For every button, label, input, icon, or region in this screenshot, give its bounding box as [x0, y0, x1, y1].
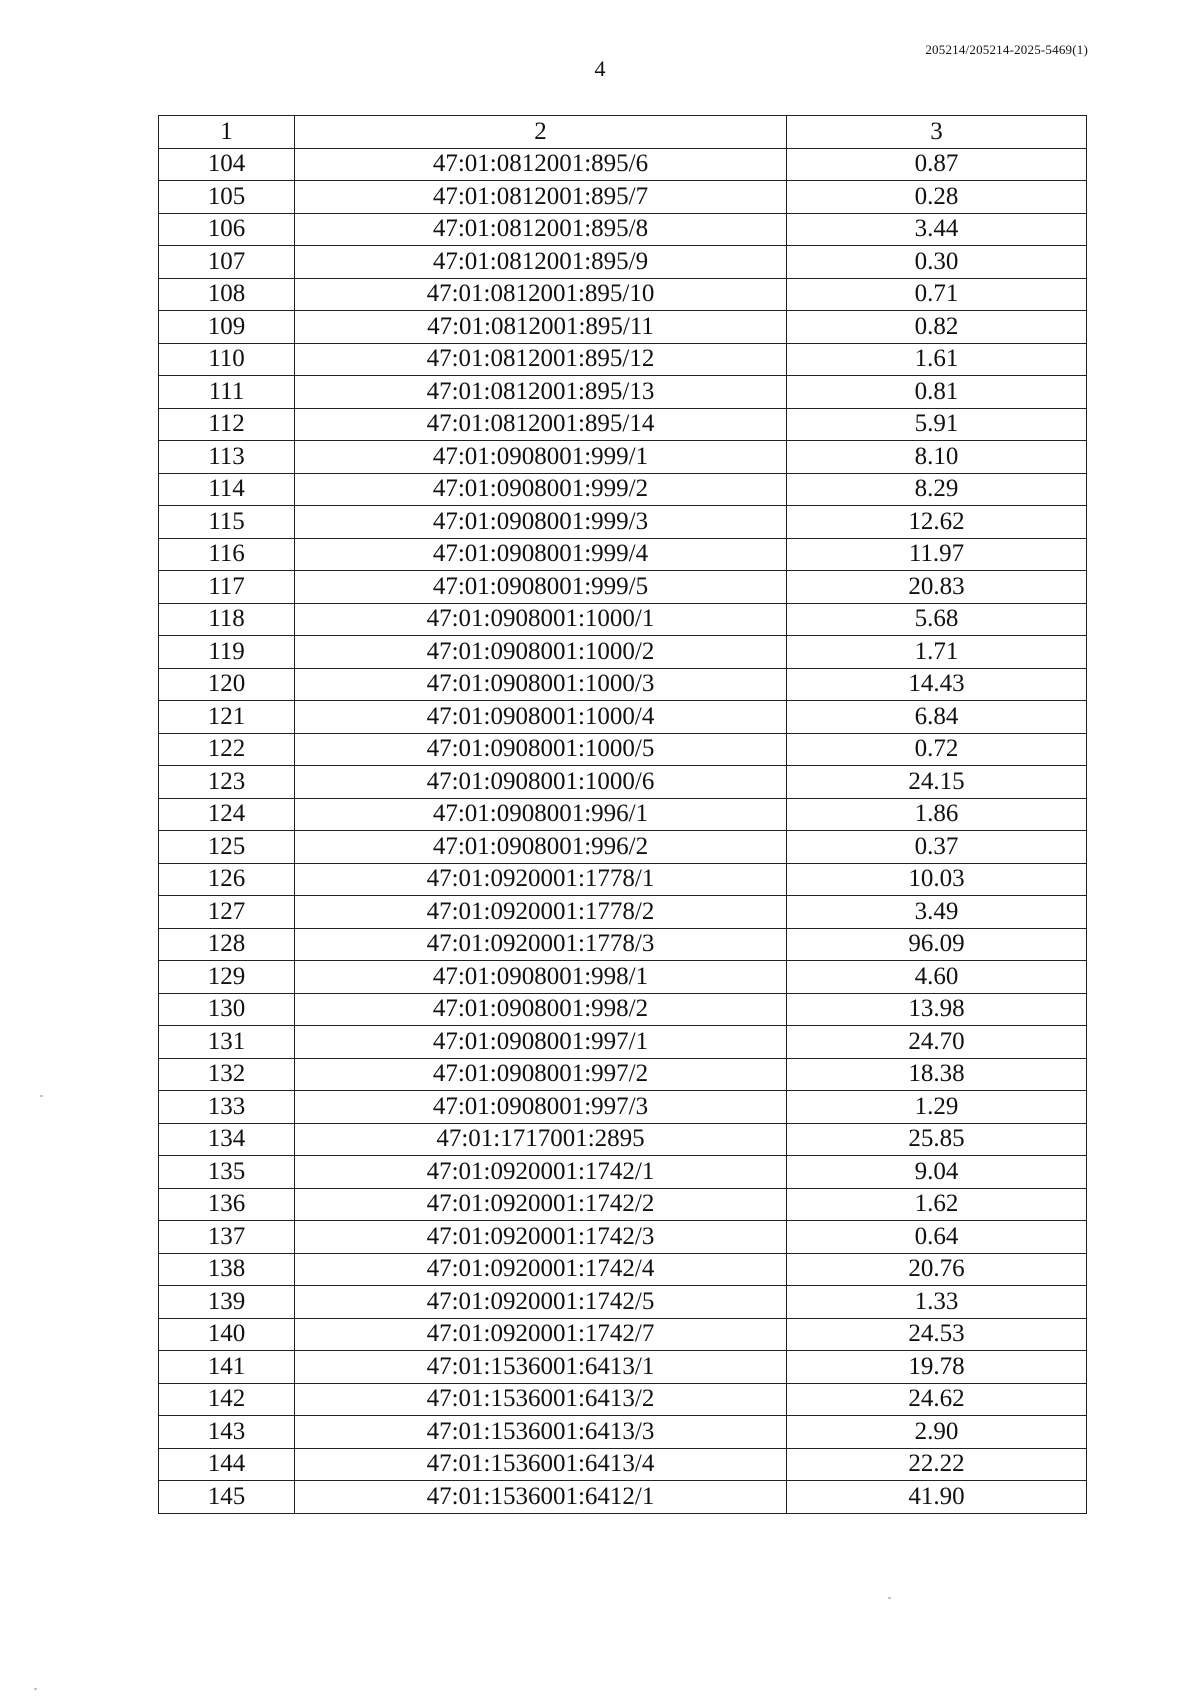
cadastral-number-cell: 47:01:0812001:895/6	[295, 148, 787, 181]
page-number: 4	[594, 56, 606, 81]
cadastral-number-cell: 47:01:0908001:997/2	[295, 1058, 787, 1091]
area-value-cell: 20.83	[787, 571, 1087, 604]
table-row	[159, 1318, 1087, 1351]
table-row	[159, 246, 1087, 279]
table-row	[159, 1383, 1087, 1416]
cadastral-number-cell: 47:01:1536001:6413/2	[295, 1383, 787, 1416]
area-value-cell: 0.30	[787, 246, 1087, 279]
row-number-cell: 108	[159, 278, 295, 311]
row-number-cell: 112	[159, 408, 295, 441]
cadastral-number-cell: 47:01:0908001:999/2	[295, 473, 787, 506]
table-row	[159, 733, 1087, 766]
table-row	[159, 1481, 1087, 1514]
cadastral-number-cell: 47:01:0812001:895/7	[295, 181, 787, 214]
area-value-cell: 3.44	[787, 213, 1087, 246]
row-number-cell: 143	[159, 1416, 295, 1449]
area-value-cell: 0.72	[787, 733, 1087, 766]
row-number-cell: 144	[159, 1448, 295, 1481]
document-reference: 205214/205214-2025-5469(1)	[925, 42, 1088, 57]
cadastral-number-cell: 47:01:0908001:996/2	[295, 831, 787, 864]
table-row	[159, 1123, 1087, 1156]
row-number-cell: 107	[159, 246, 295, 279]
table-row	[159, 538, 1087, 571]
area-value-cell: 24.62	[787, 1383, 1087, 1416]
cadastral-number-cell: 47:01:0920001:1778/1	[295, 863, 787, 896]
area-value-cell: 24.15	[787, 766, 1087, 799]
row-number-cell: 119	[159, 636, 295, 669]
cadastral-number-cell: 47:01:0812001:895/14	[295, 408, 787, 441]
row-number-cell: 130	[159, 993, 295, 1026]
table-row	[159, 181, 1087, 214]
area-value-cell: 2.90	[787, 1416, 1087, 1449]
area-value-cell: 24.70	[787, 1026, 1087, 1059]
row-number-cell: 129	[159, 961, 295, 994]
area-value-cell: 12.62	[787, 506, 1087, 539]
area-value-cell: 0.71	[787, 278, 1087, 311]
parcel-table	[158, 115, 1087, 1514]
row-number-cell: 116	[159, 538, 295, 571]
row-number-cell: 125	[159, 831, 295, 864]
row-number-cell: 142	[159, 1383, 295, 1416]
table-body	[159, 148, 1087, 1513]
table-row	[159, 961, 1087, 994]
table-row	[159, 701, 1087, 734]
row-number-cell: 141	[159, 1351, 295, 1384]
row-number-cell: 104	[159, 148, 295, 181]
table-row	[159, 928, 1087, 961]
table-row	[159, 1448, 1087, 1481]
row-number-cell: 128	[159, 928, 295, 961]
table-row	[159, 1091, 1087, 1124]
cadastral-number-cell: 47:01:1536001:6413/3	[295, 1416, 787, 1449]
row-number-cell: 127	[159, 896, 295, 929]
table-row	[159, 863, 1087, 896]
table-row	[159, 148, 1087, 181]
area-value-cell: 9.04	[787, 1156, 1087, 1189]
area-value-cell: 1.33	[787, 1286, 1087, 1319]
table-row	[159, 896, 1087, 929]
cadastral-number-cell: 47:01:0908001:999/3	[295, 506, 787, 539]
cadastral-number-cell: 47:01:0908001:999/5	[295, 571, 787, 604]
header-row	[159, 116, 1087, 149]
row-number-cell: 132	[159, 1058, 295, 1091]
area-value-cell: 0.87	[787, 148, 1087, 181]
cadastral-number-cell: 47:01:0812001:895/13	[295, 376, 787, 409]
row-number-cell: 136	[159, 1188, 295, 1221]
cadastral-number-cell: 47:01:0812001:895/12	[295, 343, 787, 376]
area-value-cell: 19.78	[787, 1351, 1087, 1384]
cadastral-number-cell: 47:01:0920001:1778/3	[295, 928, 787, 961]
area-value-cell: 5.68	[787, 603, 1087, 636]
cadastral-number-cell: 47:01:0908001:1000/3	[295, 668, 787, 701]
table-row	[159, 636, 1087, 669]
row-number-cell: 134	[159, 1123, 295, 1156]
row-number-cell: 122	[159, 733, 295, 766]
table-row	[159, 603, 1087, 636]
table-row	[159, 1026, 1087, 1059]
cadastral-number-cell: 47:01:0908001:997/3	[295, 1091, 787, 1124]
area-value-cell: 25.85	[787, 1123, 1087, 1156]
cadastral-number-cell: 47:01:0908001:998/2	[295, 993, 787, 1026]
area-value-cell: 8.10	[787, 441, 1087, 474]
area-value-cell: 1.71	[787, 636, 1087, 669]
table-row	[159, 1058, 1087, 1091]
area-value-cell: 4.60	[787, 961, 1087, 994]
cadastral-number-cell: 47:01:0908001:1000/1	[295, 603, 787, 636]
cadastral-number-cell: 47:01:0812001:895/10	[295, 278, 787, 311]
row-number-cell: 113	[159, 441, 295, 474]
table-row	[159, 1416, 1087, 1449]
area-value-cell: 0.28	[787, 181, 1087, 214]
table-row	[159, 1188, 1087, 1221]
row-number-cell: 135	[159, 1156, 295, 1189]
table-row	[159, 668, 1087, 701]
row-number-cell: 105	[159, 181, 295, 214]
area-value-cell: 6.84	[787, 701, 1087, 734]
row-number-cell: 124	[159, 798, 295, 831]
row-number-cell: 121	[159, 701, 295, 734]
area-value-cell: 3.49	[787, 896, 1087, 929]
area-value-cell: 5.91	[787, 408, 1087, 441]
row-number-cell: 140	[159, 1318, 295, 1351]
row-number-cell: 139	[159, 1286, 295, 1319]
cadastral-number-cell: 47:01:0908001:1000/5	[295, 733, 787, 766]
area-value-cell: 0.37	[787, 831, 1087, 864]
table-row	[159, 1221, 1087, 1254]
cadastral-number-cell: 47:01:0908001:999/1	[295, 441, 787, 474]
row-number-cell: 109	[159, 311, 295, 344]
table-row	[159, 1286, 1087, 1319]
area-value-cell: 18.38	[787, 1058, 1087, 1091]
area-value-cell: 1.86	[787, 798, 1087, 831]
area-value-cell: 96.09	[787, 928, 1087, 961]
row-number-cell: 133	[159, 1091, 295, 1124]
area-value-cell: 1.29	[787, 1091, 1087, 1124]
area-value-cell: 20.76	[787, 1253, 1087, 1286]
cadastral-number-cell: 47:01:0812001:895/9	[295, 246, 787, 279]
table-row	[159, 1253, 1087, 1286]
table-row	[159, 831, 1087, 864]
table-row	[159, 408, 1087, 441]
scan-speck	[34, 1688, 37, 1690]
row-number-cell: 106	[159, 213, 295, 246]
parcel-table-container	[158, 115, 1086, 1514]
header-column-3: 3	[787, 116, 1087, 149]
area-value-cell: 10.03	[787, 863, 1087, 896]
area-value-cell: 1.62	[787, 1188, 1087, 1221]
header-column-2: 2	[295, 116, 787, 149]
table-row	[159, 441, 1087, 474]
row-number-cell: 120	[159, 668, 295, 701]
cadastral-number-cell: 47:01:0908001:998/1	[295, 961, 787, 994]
table-row	[159, 343, 1087, 376]
area-value-cell: 22.22	[787, 1448, 1087, 1481]
cadastral-number-cell: 47:01:1536001:6413/4	[295, 1448, 787, 1481]
area-value-cell: 13.98	[787, 993, 1087, 1026]
table-row	[159, 798, 1087, 831]
row-number-cell: 131	[159, 1026, 295, 1059]
table-row	[159, 1351, 1087, 1384]
scan-speck	[888, 1597, 891, 1599]
table-row	[159, 311, 1087, 344]
cadastral-number-cell: 47:01:0908001:996/1	[295, 798, 787, 831]
table-row	[159, 376, 1087, 409]
cadastral-number-cell: 47:01:0908001:1000/4	[295, 701, 787, 734]
table-row	[159, 766, 1087, 799]
table-row	[159, 473, 1087, 506]
cadastral-number-cell: 47:01:0812001:895/11	[295, 311, 787, 344]
area-value-cell: 0.82	[787, 311, 1087, 344]
table-row	[159, 506, 1087, 539]
row-number-cell: 126	[159, 863, 295, 896]
table-row	[159, 278, 1087, 311]
row-number-cell: 138	[159, 1253, 295, 1286]
row-number-cell: 110	[159, 343, 295, 376]
row-number-cell: 145	[159, 1481, 295, 1514]
area-value-cell: 11.97	[787, 538, 1087, 571]
row-number-cell: 111	[159, 376, 295, 409]
area-value-cell: 1.61	[787, 343, 1087, 376]
cadastral-number-cell: 47:01:0920001:1742/5	[295, 1286, 787, 1319]
row-number-cell: 137	[159, 1221, 295, 1254]
cadastral-number-cell: 47:01:0908001:999/4	[295, 538, 787, 571]
table-row	[159, 993, 1087, 1026]
table-row	[159, 213, 1087, 246]
row-number-cell: 115	[159, 506, 295, 539]
cadastral-number-cell: 47:01:1536001:6412/1	[295, 1481, 787, 1514]
row-number-cell: 117	[159, 571, 295, 604]
cadastral-number-cell: 47:01:1536001:6413/1	[295, 1351, 787, 1384]
cadastral-number-cell: 47:01:0920001:1778/2	[295, 896, 787, 929]
area-value-cell: 0.81	[787, 376, 1087, 409]
cadastral-number-cell: 47:01:0908001:1000/6	[295, 766, 787, 799]
scan-speck	[40, 1095, 43, 1097]
row-number-cell: 114	[159, 473, 295, 506]
cadastral-number-cell: 47:01:0920001:1742/2	[295, 1188, 787, 1221]
area-value-cell: 8.29	[787, 473, 1087, 506]
cadastral-number-cell: 47:01:1717001:2895	[295, 1123, 787, 1156]
table-header	[159, 116, 1087, 149]
row-number-cell: 118	[159, 603, 295, 636]
cadastral-number-cell: 47:01:0908001:1000/2	[295, 636, 787, 669]
area-value-cell: 14.43	[787, 668, 1087, 701]
area-value-cell: 0.64	[787, 1221, 1087, 1254]
area-value-cell: 24.53	[787, 1318, 1087, 1351]
table-row	[159, 571, 1087, 604]
cadastral-number-cell: 47:01:0920001:1742/3	[295, 1221, 787, 1254]
row-number-cell: 123	[159, 766, 295, 799]
cadastral-number-cell: 47:01:0920001:1742/4	[295, 1253, 787, 1286]
cadastral-number-cell: 47:01:0908001:997/1	[295, 1026, 787, 1059]
cadastral-number-cell: 47:01:0920001:1742/1	[295, 1156, 787, 1189]
table-row	[159, 1156, 1087, 1189]
cadastral-number-cell: 47:01:0920001:1742/7	[295, 1318, 787, 1351]
cadastral-number-cell: 47:01:0812001:895/8	[295, 213, 787, 246]
area-value-cell: 41.90	[787, 1481, 1087, 1514]
header-column-1: 1	[159, 116, 295, 149]
